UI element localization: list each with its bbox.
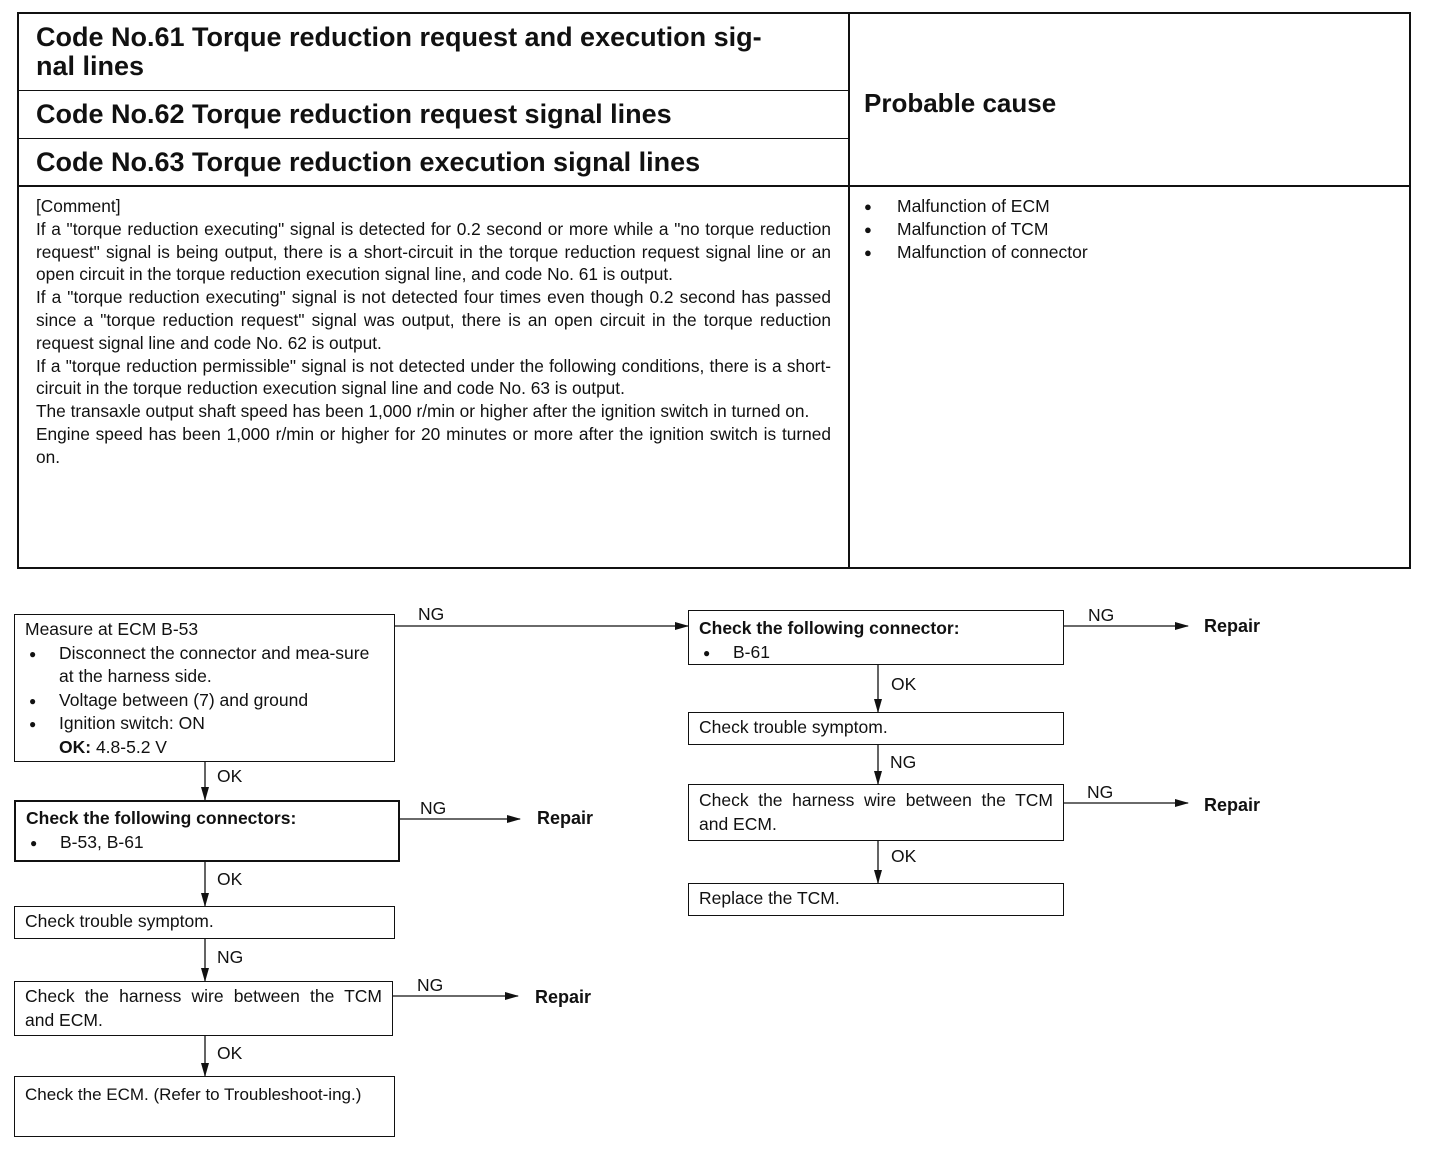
comment-paragraph: If a "torque reduction executing" signal is detected for 0.2 second or more while a "no torque reduction request" signal is being output, there is a short-circuit in the torque reduction request signal line or an open circuit in the torque reduction execution signal line, and code No. 61 is output. xyxy=(36,218,831,285)
probable-cause-header: Probable cause xyxy=(864,88,1057,118)
code-61-line1: Code No.61 Torque reduction request and execution sig- xyxy=(36,22,762,52)
connector-item: ● B-53, B-61 xyxy=(26,831,388,855)
measure-title: Measure at ECM B-53 xyxy=(25,619,199,639)
cause-item: ● Malfunction of connector xyxy=(864,241,1088,264)
ok-label: OK xyxy=(217,869,243,889)
ng-label: NG xyxy=(418,604,445,624)
measure-ecm-box xyxy=(14,614,395,762)
check-connector-b61-box xyxy=(688,610,1064,665)
ng-label: NG xyxy=(417,975,444,995)
ng-label: NG xyxy=(420,798,447,818)
check-connector-title: Check the following connector: xyxy=(699,618,960,638)
check-harness-box-right: Check the harness wire between the TCM and ECM. xyxy=(688,784,1064,841)
ok-label: OK xyxy=(217,1043,243,1063)
connector-item: ● B-61 xyxy=(699,641,1053,665)
measure-ok-spec xyxy=(25,736,384,760)
check-ecm-box: Check the ECM. (Refer to Troubleshoot-ing.) xyxy=(14,1076,395,1137)
ok-spec-label: OK: xyxy=(59,736,92,757)
ok-label: OK xyxy=(891,846,917,866)
measure-item: ● Voltage between (7) and ground xyxy=(25,689,384,713)
comment-paragraph: Engine speed has been 1,000 r/min or higher for 20 minutes or more after the ignition switch is turned on. xyxy=(36,423,831,467)
code-62-title: Code No.62 Torque reduction request signal lines xyxy=(36,99,672,129)
ng-label: NG xyxy=(217,947,244,967)
repair-label: Repair xyxy=(1204,616,1261,636)
measure-items xyxy=(25,642,384,736)
check-connectors-title: Check the following connectors: xyxy=(26,808,297,828)
repair-label: Repair xyxy=(535,987,592,1007)
cause-item: ● Malfunction of ECM xyxy=(864,195,1088,218)
measure-item: ● Ignition switch: ON xyxy=(25,712,384,736)
comment-paragraph: If a "torque reduction permissible" signal is not detected under the following conditions, there is a short-circuit in the torque reduction execution signal line and code No. 63 is output. xyxy=(36,355,831,399)
replace-tcm-box: Replace the TCM. xyxy=(688,883,1064,916)
check-connectors-box xyxy=(14,800,400,862)
code-61-line2: nal lines xyxy=(36,51,145,81)
repair-label: Repair xyxy=(1204,795,1261,815)
check-connector-items xyxy=(699,641,1053,665)
comment-paragraph: If a "torque reduction executing" signal is not detected four times even though 0.2 second has passed since a "torque reduction request" signal was output, there is an open circuit in the torque reduction request signal line and code No. 62 is output. xyxy=(36,287,831,353)
check-harness-box: Check the harness wire between the TCM and ECM. xyxy=(14,981,393,1036)
ng-label: NG xyxy=(1088,605,1115,625)
ok-spec-value: 4.8-5.2 V xyxy=(95,736,167,757)
check-symptom-box: Check trouble symptom. xyxy=(14,906,395,939)
repair-label: Repair xyxy=(537,808,594,828)
comment-paragraph: The transaxle output shaft speed has been 1,000 r/min or higher after the ignition switch in turned on. xyxy=(36,401,810,422)
ng-label: NG xyxy=(890,752,917,772)
ng-label: NG xyxy=(1087,782,1114,802)
measure-item: ● Disconnect the connector and mea-sure at the harness side. xyxy=(25,642,384,689)
code-63-title: Code No.63 Torque reduction execution signal lines xyxy=(36,147,701,177)
ok-label: OK xyxy=(217,766,243,786)
check-connectors-items xyxy=(26,831,388,855)
check-symptom-box-right: Check trouble symptom. xyxy=(688,712,1064,745)
cause-item: ● Malfunction of TCM xyxy=(864,218,1088,241)
comment-heading: [Comment] xyxy=(36,196,121,216)
ok-label: OK xyxy=(891,674,917,694)
